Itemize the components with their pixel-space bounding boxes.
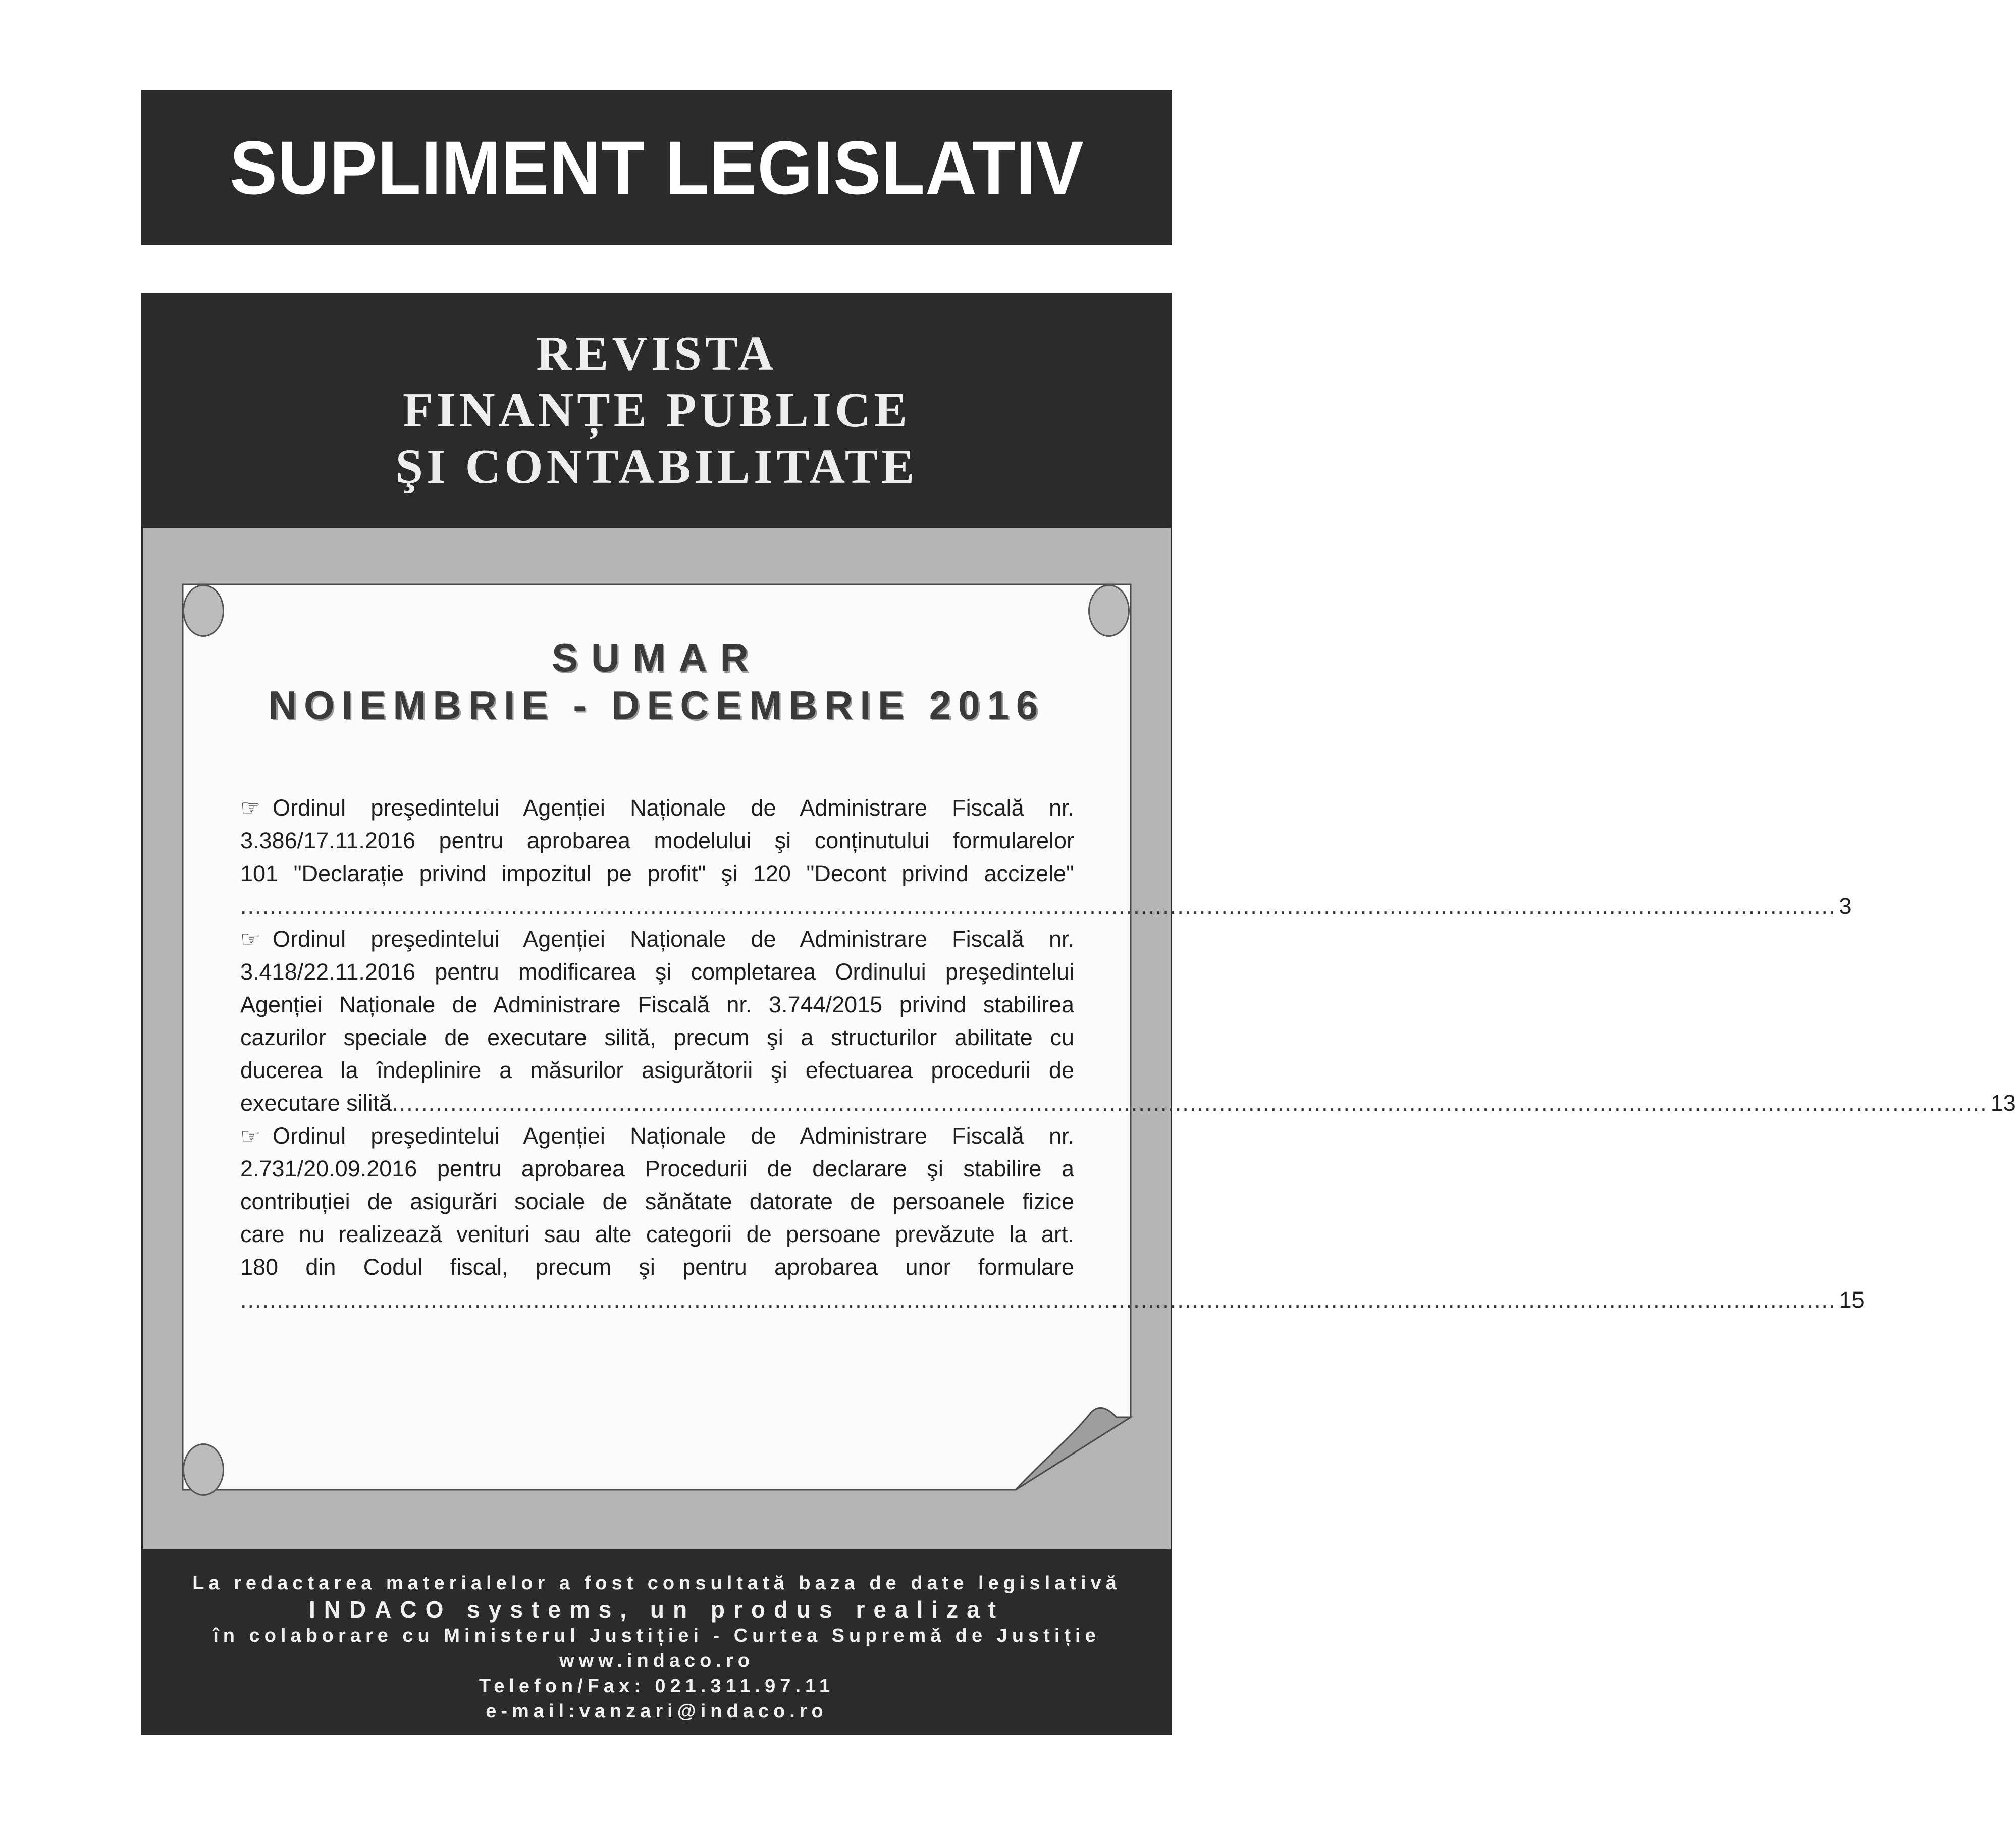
toc-entry-line: 101 "Declarație privind impozitul pe profit" şi 120 "Decont privind accizele" — [240, 860, 1074, 886]
pencil-hand-icon: ☞ — [240, 795, 261, 821]
footer-phone: Telefon/Fax: 021.311.97.11 — [479, 1676, 835, 1697]
toc-page-number: 15 — [1839, 1287, 1865, 1313]
publisher-footer — [141, 1549, 1172, 1735]
table-of-contents — [240, 791, 2016, 1316]
footer-collaboration-line: în colaborare cu Ministerul Justiției - Curtea Supremă de Justiție — [213, 1625, 1100, 1646]
dot-leader: .......................................................................................................................................................................................................................... — [240, 1287, 1836, 1313]
toc-page-number: 13 — [1990, 1090, 2016, 1116]
toc-entry-line: contribuției de asigurări sociale de sănătate datorate de persoanele fizice — [240, 1189, 1074, 1214]
toc-entry-line: 2.731/20.09.2016 pentru aprobarea Procedurii de declarare şi stabilire a — [240, 1156, 1074, 1181]
supplement-banner — [141, 90, 1172, 245]
toc-entry-line: 3.418/22.11.2016 pentru modificarea şi completarea Ordinului preşedintelui — [240, 959, 1074, 985]
footer-website-link[interactable]: www.indaco.ro — [559, 1650, 754, 1672]
toc-entry-leader — [240, 890, 1852, 923]
summary-heading — [183, 634, 1131, 729]
toc-entry-leader — [240, 1283, 1865, 1316]
toc-entry-line: Agenției Naționale de Administrare Fiscală nr. 3.744/2015 privind stabilirea — [240, 992, 1074, 1017]
footer-database-note: La redactarea materialelor a fost consultată baza de date legislativă — [192, 1573, 1121, 1594]
toc-entry-line: ☞ Ordinul preşedintelui Agenției Naționale de Administrare Fiscală nr. — [240, 791, 1074, 824]
toc-entry[interactable] — [240, 791, 1852, 923]
toc-entry-line: 180 din Codul fiscal, precum şi pentru aprobarea unor formulare — [240, 1254, 1074, 1280]
pin-top-right-icon — [1088, 584, 1130, 637]
footer-product-line: INDACO systems, un produs realizat — [308, 1596, 1005, 1623]
footer-email-link[interactable]: e-mail:vanzari@indaco.ro — [486, 1701, 828, 1722]
magazine-title-block — [141, 293, 1172, 528]
toc-entry-line: ☞ Ordinul preşedintelui Agenției Naționale de Administrare Fiscală nr. — [240, 1119, 1074, 1152]
pencil-hand-icon: ☞ — [240, 926, 261, 952]
magazine-title-line-1: REVISTA — [536, 327, 777, 381]
toc-entry-line: care nu realizează venituri sau alte categorii de persoane prevăzute la art. — [240, 1221, 1074, 1247]
summary-title: SUMAR — [552, 635, 762, 680]
toc-entry-leader: executare silită .......................................................................................................................................................................................................................... 13 — [240, 1087, 1074, 1119]
pencil-hand-icon: ☞ — [240, 1123, 261, 1149]
toc-entry-line: cazurilor speciale de executare silită, precum şi a structurilor abilitate cu — [240, 1025, 1074, 1050]
supplement-title: SUPLIMENT LEGISLATIV — [229, 125, 1084, 210]
pin-top-left-icon — [183, 584, 224, 637]
toc-page-number: 3 — [1839, 893, 1852, 919]
magazine-title-line-3: ŞI CONTABILITATE — [395, 440, 918, 494]
toc-entry[interactable] — [240, 923, 2016, 1119]
summary-period: NOIEMBRIE - DECEMBRIE 2016 — [268, 683, 1045, 727]
toc-entry-line: 3.386/17.11.2016 pentru aprobarea modelului şi conținutului formularelor — [240, 828, 1074, 853]
magazine-title-line-2: FINANȚE PUBLICE — [402, 383, 911, 438]
toc-entry[interactable] — [240, 1119, 1865, 1316]
toc-entry-line: ☞ Ordinul preşedintelui Agenției Naționale de Administrare Fiscală nr. — [240, 923, 1074, 955]
dot-leader: .......................................................................................................................................................................................................................... — [240, 893, 1836, 919]
toc-entry-line: ducerea la îndeplinire a măsurilor asigurătorii şi efectuarea procedurii de — [240, 1057, 1074, 1083]
dot-leader: .......................................................................................................................................................................................................................... — [392, 1090, 1988, 1116]
pin-bottom-left-icon — [183, 1443, 224, 1496]
